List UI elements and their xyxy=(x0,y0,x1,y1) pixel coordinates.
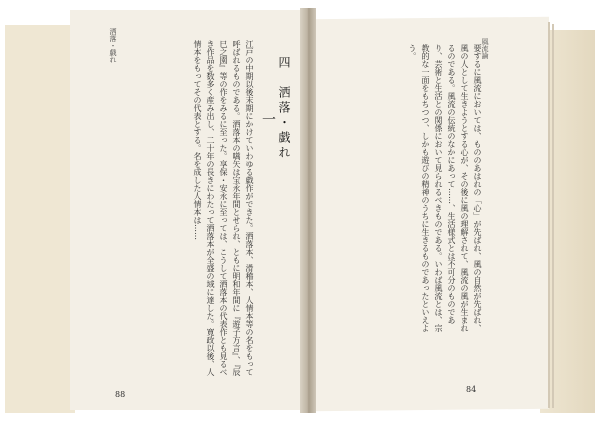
book-cover-left xyxy=(5,25,75,413)
left-page-number: 88 xyxy=(115,390,126,399)
right-running-head: 風流論 xyxy=(481,38,489,59)
chapter-title: 四 洒落・戯れ xyxy=(277,56,291,161)
page-edges-right-2 xyxy=(552,24,554,408)
page-edges-right xyxy=(548,22,550,408)
chapter-numeral: 一 xyxy=(260,112,276,126)
book-spine xyxy=(300,8,316,413)
right-page-number: 84 xyxy=(466,385,477,394)
right-body-text: 要するに風流においては、もののあはれの「心」が先ばれ、風の自然が先ばれ、風の人として生きようとする心が、その後に風の理解されて、風流の風が生まれるのである。風流の伝統のなかにあって……、生活様式とは不可分のものであり、芸術と生活との関係において見られるべきものである。いわば風流とは、宗教的な一面をもちつつ、しかも遊びの精神のうちに生きるものであったといえよう。 xyxy=(408,44,482,332)
left-running-head: 洒落・戯れ xyxy=(109,28,117,63)
left-body-text: 江戸の中期以後末期にかけていわゆる戯作ができた。洒落本、滑稽本、人情本等の名をもって呼ばれるものである。洒落本の嚆矢は宝永年間とせられ、ともに明和年間に『遊子方言』、『辰巳之園』等の作をみるに至った。享保・安永に至っては、こうして洒落本の代表作とも見るべき作品を数多く産み出し、二十年の長きにわたって洒落本が全盛の域に達した。寛政以後、人情本をもってその代表とする。名を成した人情本は…… xyxy=(193,40,254,376)
